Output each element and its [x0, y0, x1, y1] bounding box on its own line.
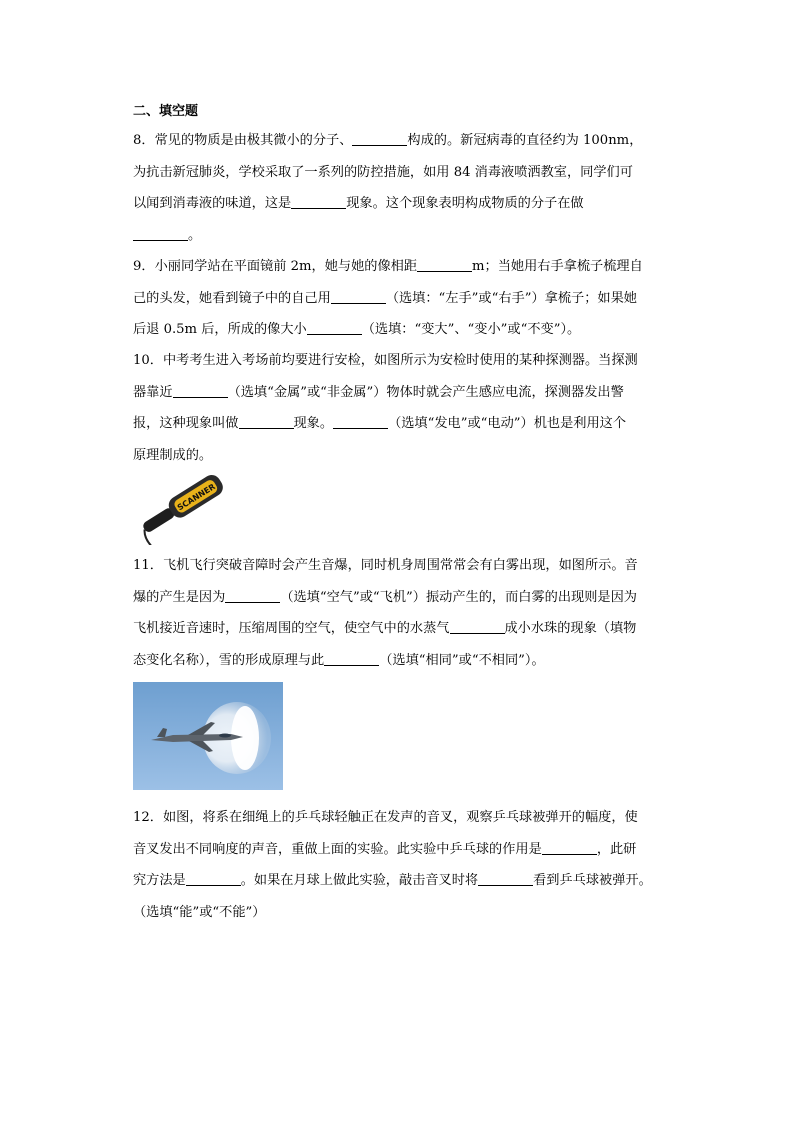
answer-blank[interactable] [417, 258, 472, 272]
text: 爆的产生是因为 [133, 589, 226, 605]
q11-line-4 [133, 645, 665, 677]
answer-blank[interactable] [324, 652, 379, 666]
text: 己的头发，她看到镜子中的自己用 [133, 290, 331, 306]
text: （选填“空气”或“飞机”）振动产生的，而白雾的出现则是因为 [280, 589, 637, 605]
scanner-label: SCANNER [175, 481, 217, 513]
q9-line-2 [133, 283, 665, 315]
question-12 [133, 802, 665, 928]
q9-line-1 [133, 251, 665, 283]
answer-blank[interactable] [225, 589, 280, 603]
text: 。如果在月球上做此实验，敲击音叉时将 [240, 873, 479, 888]
text: （选填：“变大”、“变小”或“不变”）。 [361, 322, 581, 337]
question-8 [133, 125, 665, 251]
answer-blank[interactable] [291, 195, 346, 209]
section-title: 二、填空题 [133, 104, 199, 119]
q8-line-1 [133, 125, 665, 157]
answer-blank[interactable] [333, 415, 388, 429]
q12-line-1: 12．如图，将系在细绳上的乒乓球轻触正在发声的音叉，观察乒乓球被弹开的幅度，使 [133, 810, 638, 825]
metal-detector-image [133, 465, 228, 545]
q10-line-2 [133, 377, 665, 409]
text: 现象。 [293, 416, 334, 431]
q8-line-3 [133, 188, 665, 220]
text: （选填：“左手”或“右手”）拿梳子；如果她 [385, 290, 637, 306]
text: 究方法是 [133, 873, 186, 888]
q11-line-3 [133, 613, 665, 645]
q11-line-1: 11．飞机飞行突破音障时会产生音爆，同时机身周围常常会有白雾出现，如图所示。音 [133, 558, 638, 573]
answer-blank[interactable] [173, 384, 228, 398]
text: 看到乒乓球被弹开。 [533, 873, 652, 888]
text: 现象。这个现象表明构成物质的分子在做 [346, 196, 584, 211]
text: （选填“金属”或“非金属”）物体时就会产生感应电流，探测器发出警 [227, 384, 624, 400]
answer-blank[interactable] [239, 415, 294, 429]
q10-line-1: 10．中考考生进入考场前均要进行安检，如图所示为安检时使用的某种探测器。当探测 [133, 353, 638, 368]
text: 飞机接近音速时，压缩周围的空气，使空气中的水蒸气 [133, 621, 450, 636]
text: 器靠近 [133, 384, 173, 400]
answer-blank[interactable] [450, 620, 505, 634]
text: 。 [188, 227, 202, 243]
text: ，此研 [596, 841, 637, 857]
answer-blank[interactable] [133, 227, 188, 241]
text: 以闻到消毒液的味道，这是 [133, 196, 292, 211]
q8-line-2: 为抗击新冠肺炎，学校采取了一系列的防控措施，如用 84 消毒液喷洒教室，同学们可 [133, 164, 633, 180]
answer-blank[interactable] [478, 872, 533, 886]
answer-blank[interactable] [186, 872, 241, 886]
text: 9．小丽同学站在平面镜前 2m，她与她的像相距 [133, 259, 418, 274]
text: 后退 0.5m 后，所成的像大小 [133, 322, 307, 337]
q10-line-3 [133, 408, 665, 440]
text: 报，这种现象叫做 [133, 416, 239, 431]
q8-line-4 [133, 220, 665, 252]
q10-line-4: 原理制成的。 [133, 447, 213, 463]
text: 态变化名称），雪的形成原理与此 [133, 652, 325, 668]
q9-line-3 [133, 314, 665, 346]
text: 8．常见的物质是由极其微小的分子、 [133, 133, 353, 148]
text: 音叉发出不同响度的声音，重做上面的实验。此实验中乒乓球的作用是 [133, 841, 542, 857]
text: 成小水珠的现象（填物 [504, 621, 637, 636]
text: m；当她用右手拿梳子梳理自 [472, 259, 643, 274]
text: （选填“发电”或“电动”）机也是利用这个 [388, 416, 627, 431]
q12-line-2 [133, 834, 665, 866]
q11-line-2 [133, 582, 665, 614]
q12-line-3 [133, 865, 665, 897]
jet-sonic-boom-image [133, 682, 283, 790]
text: 构成的。新冠病毒的直径约为 100nm， [407, 133, 643, 148]
text: （选填“相同”或“不相同”）。 [379, 652, 545, 668]
question-10 [133, 345, 665, 471]
answer-blank[interactable] [542, 841, 597, 855]
answer-blank[interactable] [307, 321, 362, 335]
answer-blank[interactable] [352, 132, 407, 146]
q12-line-4: （选填“能”或“不能”） [133, 904, 266, 920]
answer-blank[interactable] [331, 290, 386, 304]
question-11 [133, 550, 665, 676]
question-9 [133, 251, 665, 346]
